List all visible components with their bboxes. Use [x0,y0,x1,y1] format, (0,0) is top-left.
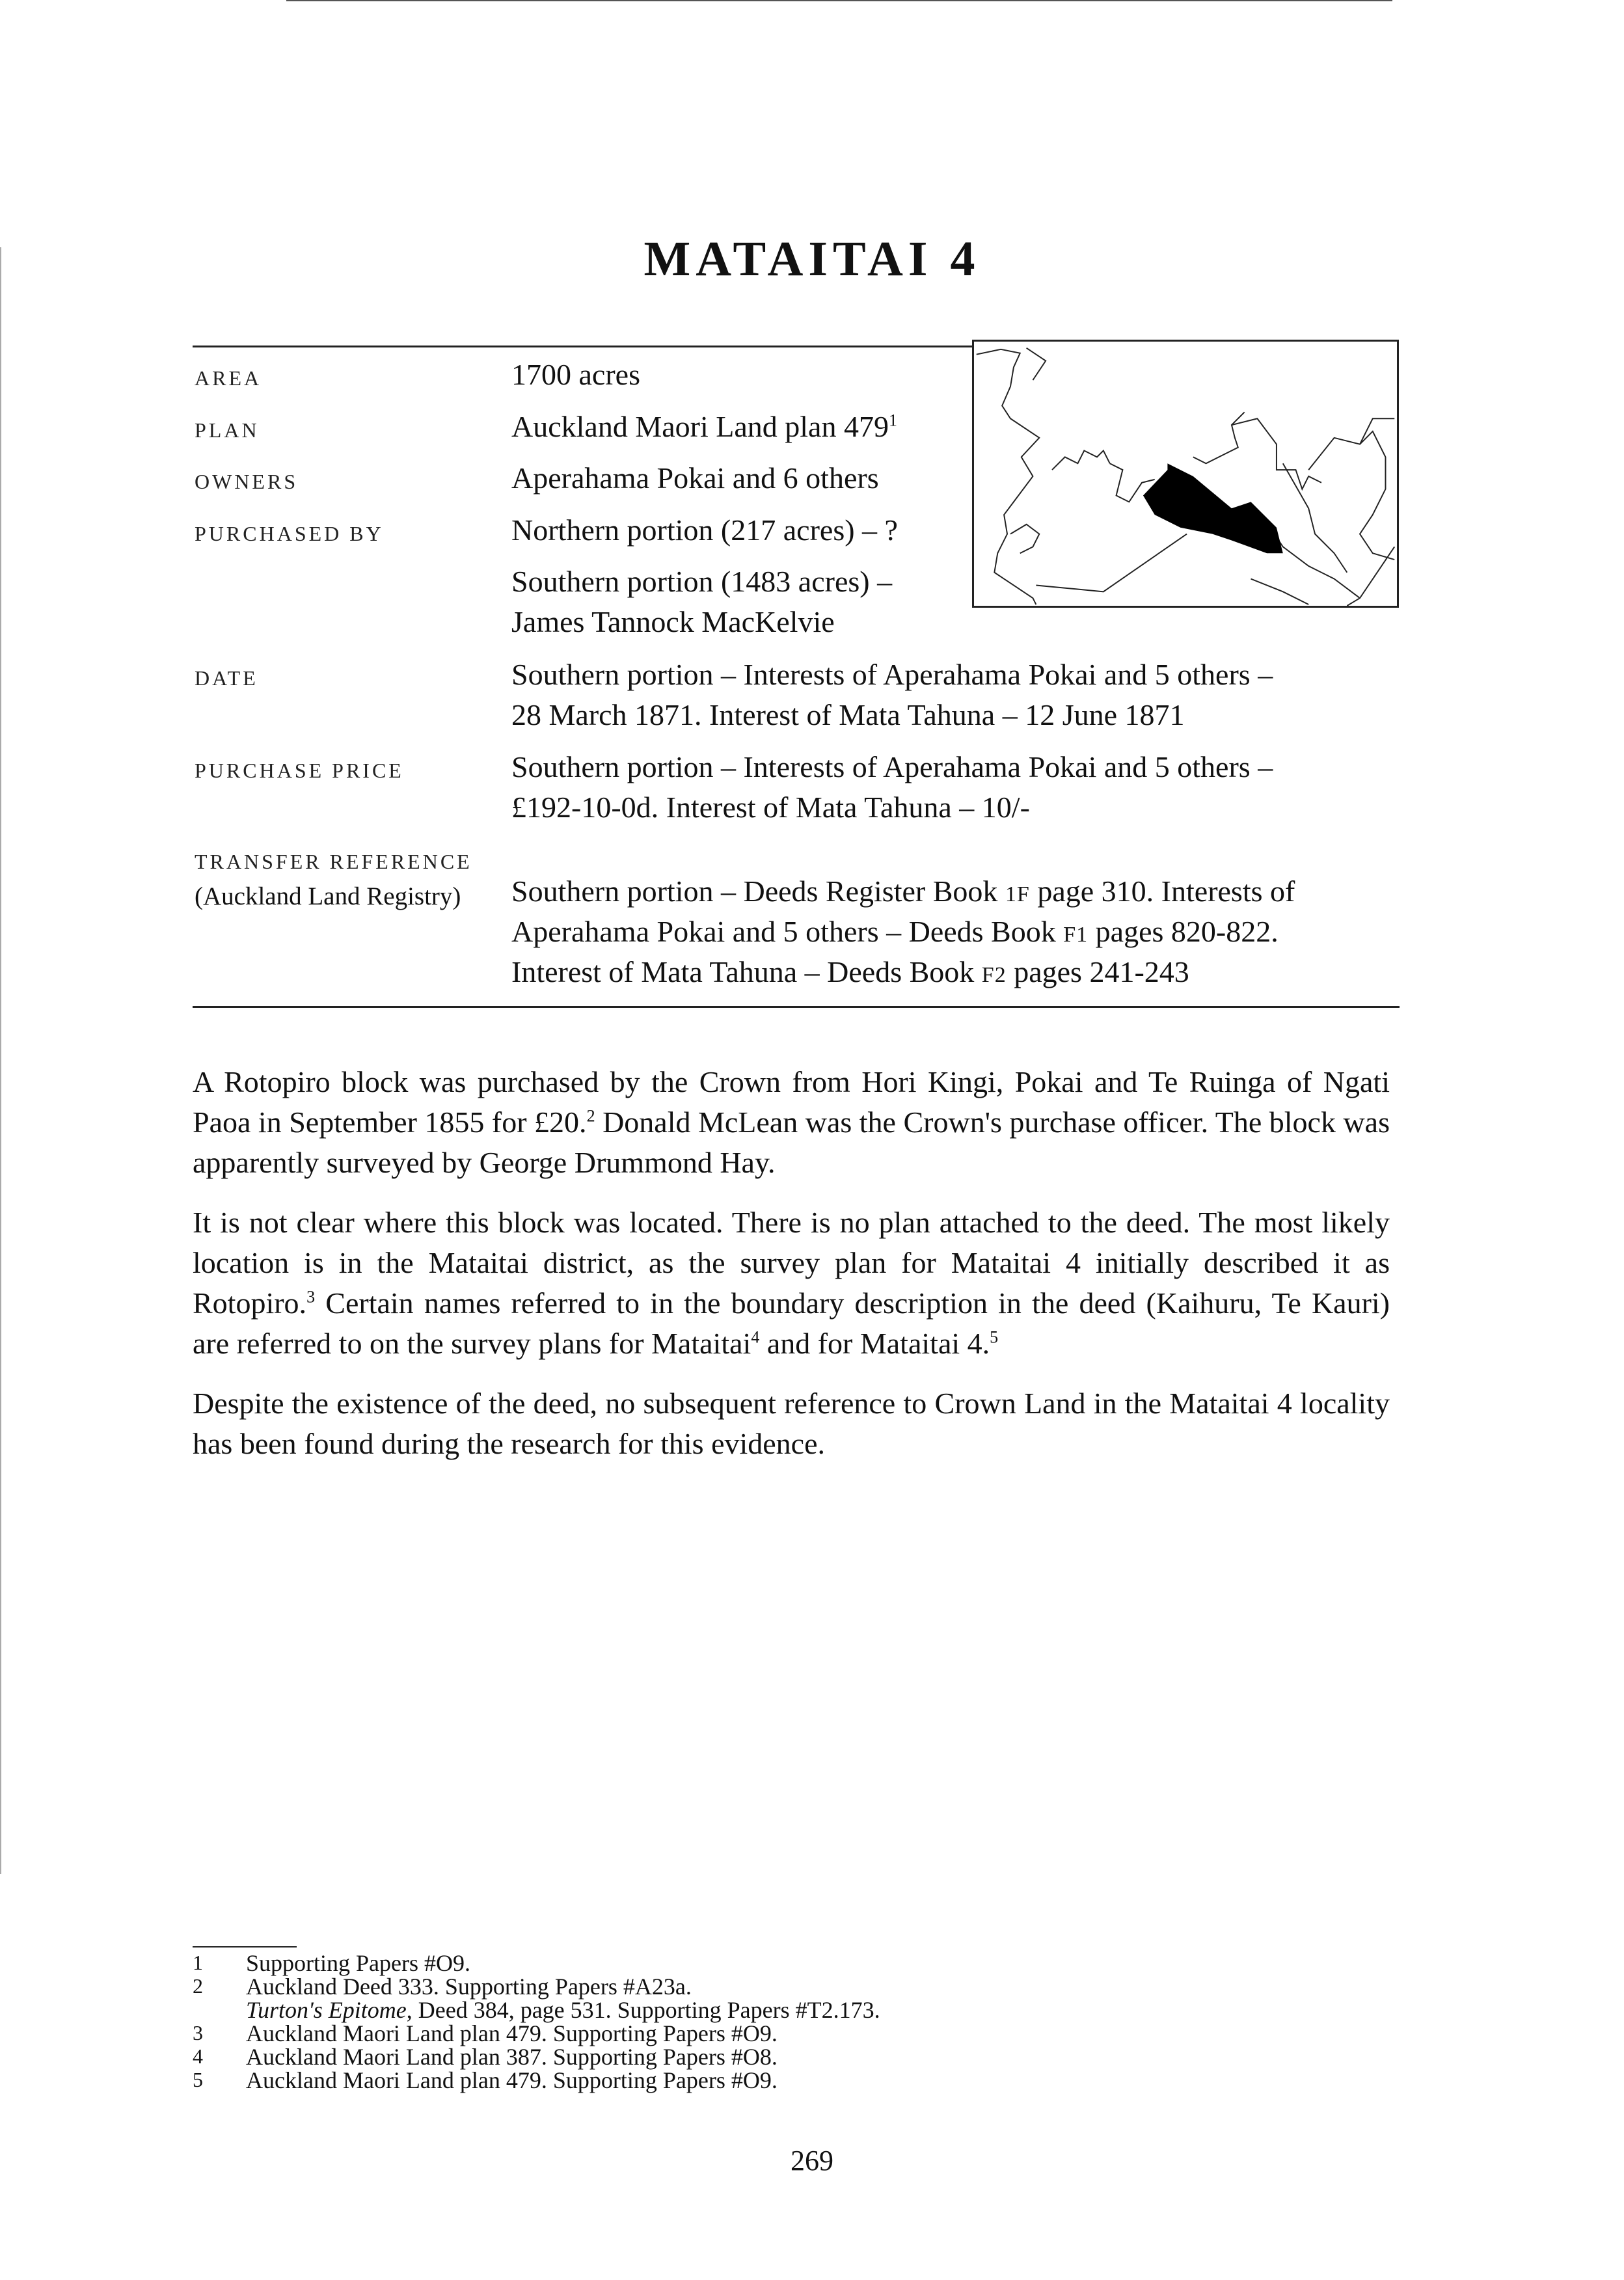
footnote-2-continuation-text: , Deed 384, page 531. Supporting Papers #T2.173. [406,1997,880,2023]
label-owners: OWNERS [195,470,299,493]
value-plan-text: Auckland Maori Land plan 479 [511,410,889,443]
footnote-1-number: 1 [193,1951,203,1974]
value-owners: Aperahama Pokai and 6 others [511,461,879,495]
coast-detail-3 [1010,524,1039,553]
label-area: AREA [195,366,262,390]
footnote-5-text: Auckland Maori Land plan 479. Supporting Papers #O9. [246,2067,778,2093]
boundary-inner [1270,528,1360,598]
footnote-5-number: 5 [193,2068,203,2091]
paragraph-3: Despite the existence of the deed, no subsequent reference to Crown Land in the Mataitai 4 locality has been found during the research for this evidence. [193,1387,1390,1460]
label-date: DATE [195,666,258,690]
value-purchaser-name: James Tannock MacKelvie [511,605,835,638]
table-top-rule [193,346,973,347]
paragraph-2-c: and for Mataitai 4. [759,1327,990,1360]
transfer-line3-b: pages 241-243 [1006,955,1189,988]
value-area: 1700 acres [511,358,640,391]
coast-detail-1 [1027,348,1046,380]
label-transfer-reference: TRANSFER REFERENCE [195,850,472,873]
scan-edge-left [0,247,1,1874]
paragraph-2-a: It is not clear where this block was located. There is no plan attached to the deed. The most likely location is in the Mataitai district, as the survey plan for Mataitai 4 initially described it as Rotopiro. [193,1206,1390,1320]
footnote-ref-4: 4 [751,1327,760,1347]
value-price-line2: £192-10-0d. Interest of Mata Tahuna – 10/- [511,791,1030,824]
label-purchase-price: PURCHASE PRICE [195,759,404,782]
coast-detail-2 [1052,451,1110,470]
value-transfer-line1 [511,871,1295,916]
footnote-rule [193,1946,297,1948]
footnote-1-text: Supporting Papers #O9. [246,1950,470,1976]
mataitai-4-block [1143,463,1283,553]
boundary-mid [1232,418,1321,489]
transfer-book-f2: F2 [981,963,1007,987]
value-date-line1: Southern portion – Interests of Aperahama Pokai and 5 others – [511,658,1273,691]
footnote-2-text: Auckland Deed 333. Supporting Papers #A23a. [246,1974,692,2000]
boundary-north [1193,412,1245,463]
paragraph-1-a: A Rotopiro block was purchased by the Crown from Hori Kingi, Pokai and Te Ruinga of Ngati Paoa in September 1855 for £20. [193,1065,1390,1139]
value-transfer-line3 [511,951,1189,996]
footnote-2-number: 2 [193,1974,203,1998]
value-date-line2: 28 March 1871. Interest of Mata Tahuna – 12 June 1871 [511,698,1185,731]
label-transfer-sublabel: (Auckland Land Registry) [195,882,461,910]
value-purchased-by-south: Southern portion (1483 acres) – [511,565,893,598]
locality-map-svg [974,342,1397,606]
locality-map [972,340,1399,608]
transfer-book-f1: F1 [1063,923,1089,947]
paragraph-2 [193,1202,1390,1364]
transfer-book-1f: 1F [1005,882,1030,906]
footnote-2-italic-title: Turton's Epitome [246,1997,407,2023]
transfer-line1-a: Southern portion – Deeds Register Book [511,875,1005,908]
footnote-ref-3: 3 [306,1287,316,1307]
transfer-line1-b: page 310. Interests of [1029,875,1295,908]
paragraph-1 [193,1062,1390,1183]
boundary-south [1036,534,1187,592]
footnote-4-number: 4 [193,2044,203,2068]
table-bottom-rule [193,1006,1400,1008]
footnote-3-text: Auckland Maori Land plan 479. Supporting Papers #O9. [246,2020,778,2046]
paragraph-1-b: Donald McLean was the Crown's purchase officer. The block was apparently surveyed by George Drummond Hay. [193,1106,1390,1179]
transfer-line3-a: Interest of Mata Tahuna – Deeds Book [511,955,982,988]
value-plan [511,406,897,448]
footnote-ref-2: 2 [586,1106,595,1126]
label-plan: PLAN [195,418,260,442]
footnote-4-text: Auckland Maori Land plan 387. Supporting Papers #O8. [246,2044,778,2070]
value-price-line1: Southern portion – Interests of Aperahama Pokai and 5 others – [511,750,1273,783]
paragraph-2-b: Certain names referred to in the boundary description in the deed (Kaihuru, Te Kauri) are referred to on the survey plans for Mataitai [193,1286,1390,1360]
footnote-2-continuation [246,1998,880,2022]
scan-edge-top [286,0,1392,1]
boundary-southeast [1347,547,1394,606]
boundary-south-east [1251,579,1309,604]
footnote-3-number: 3 [193,2021,203,2044]
transfer-line2-b: pages 820-822. [1088,915,1279,948]
footnote-ref-1: 1 [888,411,897,430]
label-purchased-by: PURCHASED BY [195,522,384,545]
value-transfer-line2 [511,911,1279,956]
page-number: 269 [791,2145,833,2177]
footnote-ref-5: 5 [990,1327,999,1347]
transfer-line2-a: Aperahama Pokai and 5 others – Deeds Book [511,915,1064,948]
coastline-west [977,349,1040,604]
page-title: MATAITAI 4 [643,232,981,286]
value-purchased-by-north: Northern portion (217 acres) – ? [511,513,898,547]
